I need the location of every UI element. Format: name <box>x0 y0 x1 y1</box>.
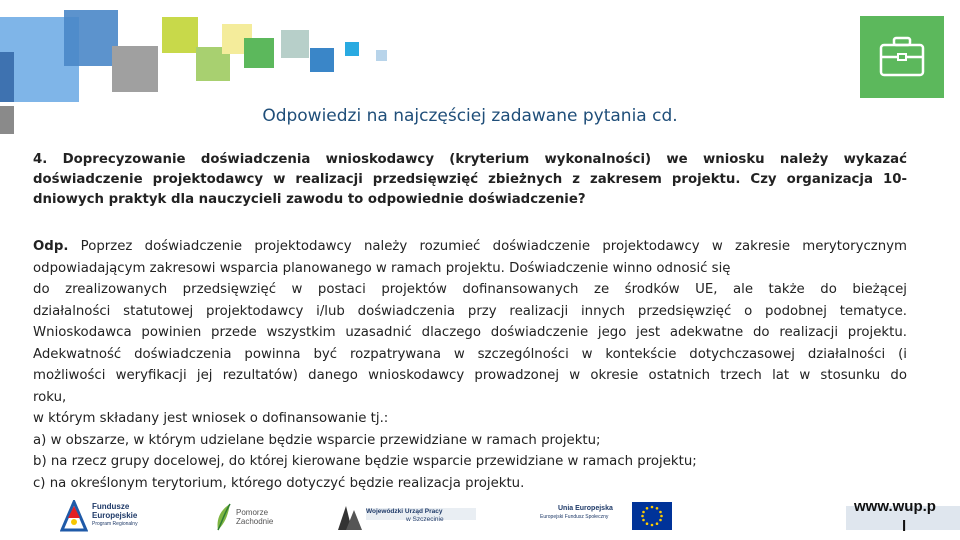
pomorze-leaf-icon <box>214 502 234 532</box>
answer-block <box>33 236 907 494</box>
answer-line: do zrealizowanych przedsięwzięć w postaci projektów dofinansowanych ze środków UE, ale także do bieżącej <box>33 282 907 297</box>
fe-logo-line1: Fundusze <box>92 502 130 511</box>
wup-szczecin-logo <box>338 500 483 534</box>
pomorze-logo-line1: Pomorze <box>236 508 269 517</box>
question-text: 4. Doprecyzowanie doświadczenia wnioskodawcy (kryterium wykonalności) we wniosku należy wykazać doświadczenie projektodawcy w realizacji przedsięwzięć zbieżnych z zakresem projektu. Czy organizacja 10-dniowych praktyk dla nauczycieli zawodu to odpowiednie doświadczenie? <box>33 152 907 207</box>
url-text-part2[interactable]: l <box>902 518 907 535</box>
answer-line: Adekwatność doświadczenia powinna być rozpatrywana w szczególności w kontekście dotychczasowej działalności (i <box>33 346 907 362</box>
mosaic-square <box>281 30 309 58</box>
wup-building-icon <box>338 502 364 532</box>
website-url[interactable] <box>846 498 960 540</box>
mosaic-square <box>345 42 359 56</box>
mosaic-square <box>376 50 387 61</box>
fundusze-europejskie-logo <box>60 500 160 534</box>
pomorze-zachodnie-logo <box>214 500 284 534</box>
eu-flag-icon <box>632 502 672 530</box>
mosaic-square <box>162 17 198 53</box>
answer-prefix: Odp. <box>33 239 69 254</box>
answer-line-text: Poprzez doświadczenie projektodawcy należy rozumieć doświadczenie projektodawcy w zakresie merytorycznym <box>68 239 907 254</box>
fe-star-icon <box>60 500 88 532</box>
wup-logo-line2: w Szczecinie <box>406 516 444 523</box>
mosaic-square <box>0 52 14 102</box>
mosaic-square <box>64 10 118 66</box>
answer-line: a) w obszarze, w którym udzielane będzie wsparcie przewidziane w ramach projektu; <box>33 432 601 448</box>
pomorze-logo-line2: Zachodnie <box>236 517 274 526</box>
mosaic-square <box>310 48 334 72</box>
answer-line: roku, <box>33 389 67 405</box>
eu-logo-line1: Unia Europejska <box>558 505 613 512</box>
briefcase-icon <box>860 16 944 98</box>
page-title: Odpowiedzi na najczęściej zadawane pytania cd. <box>262 106 678 126</box>
mosaic-square <box>112 46 158 92</box>
answer-line: b) na rzecz grupy docelowej, do której kierowane będzie wsparcie przewidziane w ramach projektu; <box>33 454 697 469</box>
unia-europejska-logo <box>540 502 680 534</box>
answer-line: Wnioskodawca powinien przede wszystkim uzasadnić dlaczego doświadczenie jego jest adekwatne do realizacji projektu. <box>33 325 907 340</box>
answer-line: c) na określonym terytorium, którego dotyczyć będzie realizacja projektu. <box>33 475 525 491</box>
fe-logo-line2: Europejskie <box>92 511 138 520</box>
answer-line: działalności statutowej projektodawcy i/lub doświadczenia przy realizacji innych przedsięwzięć o podobnej tematyce. <box>33 303 907 319</box>
eu-logo-line2: Europejski Fundusz Społeczny <box>540 514 609 520</box>
fe-logo-line3: Program Regionalny <box>92 521 138 527</box>
url-text-part1[interactable]: www.wup.p <box>854 498 936 515</box>
answer-line <box>33 236 907 258</box>
wup-logo-line1: Wojewódzki Urząd Pracy <box>366 508 443 515</box>
mosaic-square <box>244 38 274 68</box>
answer-line: w którym składany jest wniosek o dofinansowanie tj.: <box>33 411 389 426</box>
answer-line: możliwości weryfikacji jej rezultatów) danego wnioskodawcy prowadzonej w okresie ostatnich trzech lat w stosunku do <box>33 368 907 383</box>
answer-line: odpowiadającym zakresowi wsparcia planowanego w ramach projektu. Doświadczenie winno odnosić się <box>33 260 731 276</box>
